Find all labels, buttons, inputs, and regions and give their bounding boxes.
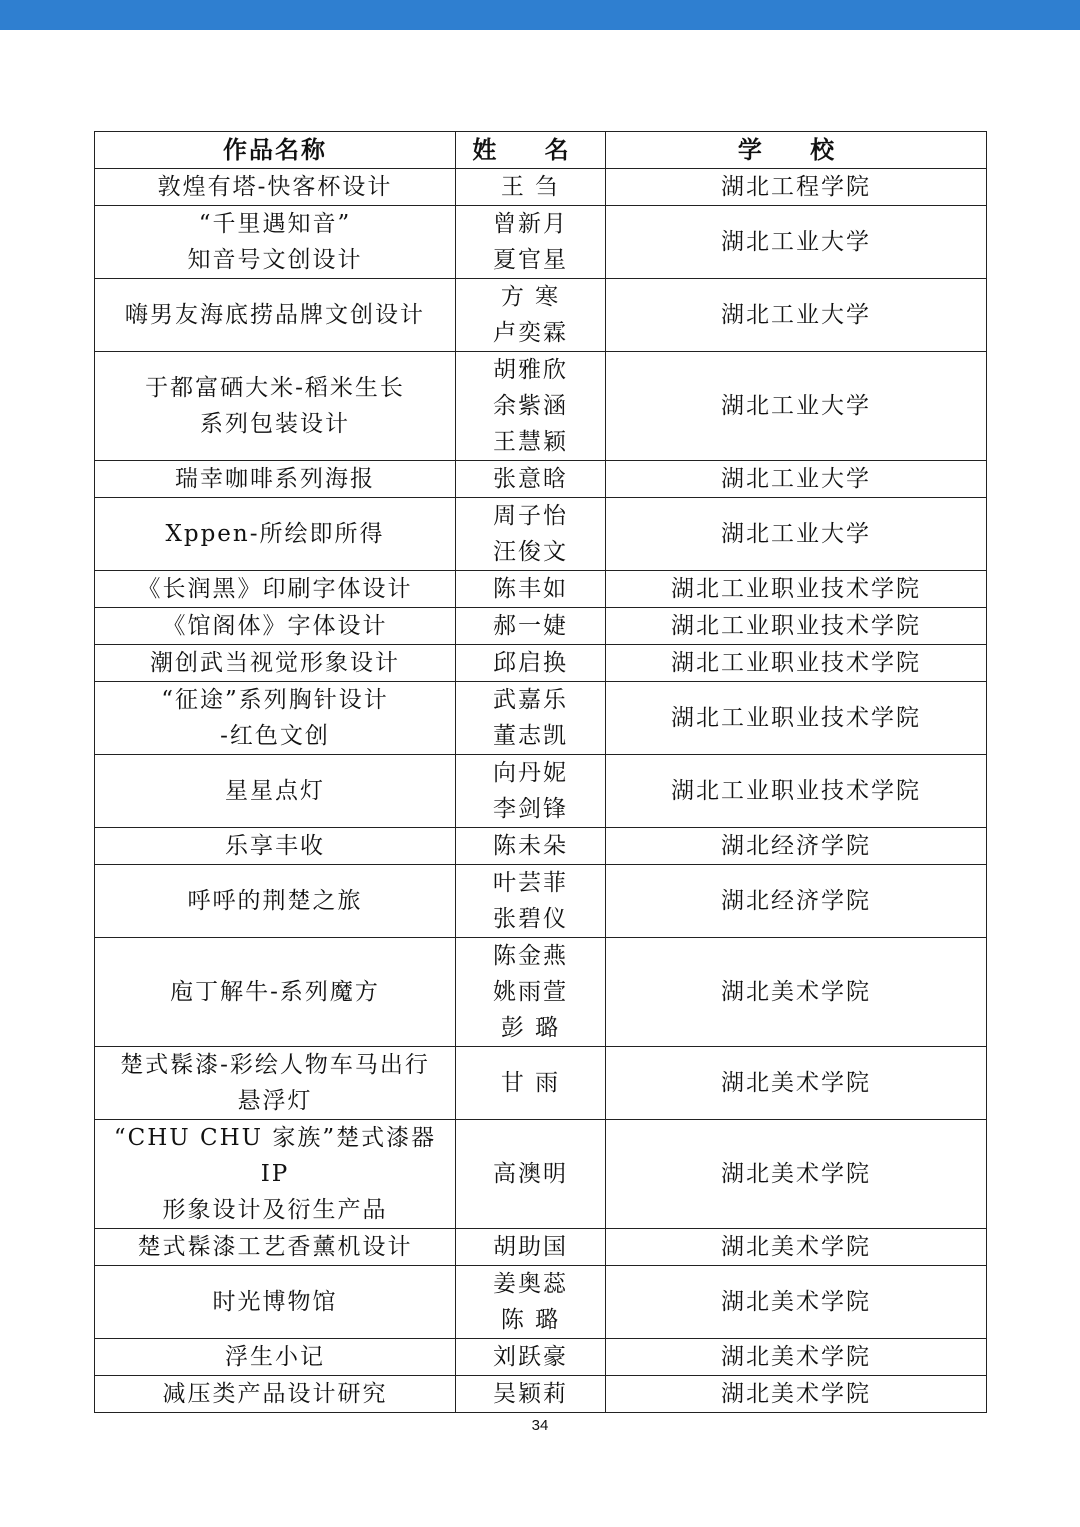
work-title-cell-line: 悬浮灯 — [237, 1088, 313, 1114]
work-title-cell — [95, 571, 456, 608]
school-cell: 湖北美术学院 — [606, 1339, 987, 1376]
student-names-cell — [456, 1120, 606, 1229]
student-names-cell — [456, 645, 606, 682]
student-names-cell — [456, 682, 606, 755]
student-names-cell-line: 陈金燕 — [493, 943, 568, 969]
student-names-cell-line: 方 寒 — [500, 284, 561, 310]
work-title-cell — [95, 755, 456, 828]
school-cell: 湖北工业职业技术学院 — [606, 682, 987, 755]
work-title-cell-line: 减压类产品设计研究 — [162, 1381, 388, 1407]
school-cell: 湖北工业大学 — [606, 352, 987, 461]
school-cell: 湖北工业职业技术学院 — [606, 571, 987, 608]
table-row — [95, 352, 987, 461]
school-cell: 湖北美术学院 — [606, 1376, 987, 1413]
student-names-cell-line: 姜奥蕊 — [493, 1271, 568, 1297]
work-title-cell — [95, 461, 456, 498]
table-row — [95, 828, 987, 865]
student-names-cell-line: 李剑锋 — [493, 796, 568, 822]
table-body — [95, 169, 987, 1413]
work-title-cell — [95, 498, 456, 571]
student-names-cell-line: 胡助国 — [493, 1234, 568, 1260]
work-title-cell — [95, 1229, 456, 1266]
student-names-cell-line: 吴颖莉 — [493, 1381, 568, 1407]
student-names-cell-line: 周子怡 — [493, 503, 568, 529]
student-names-cell-line: 张意晗 — [493, 466, 568, 492]
work-title-cell-line: 楚式髹漆工艺香薰机设计 — [137, 1234, 413, 1260]
table-row — [95, 461, 987, 498]
school-cell: 湖北美术学院 — [606, 1047, 987, 1120]
student-names-cell — [456, 1266, 606, 1339]
student-names-cell — [456, 498, 606, 571]
student-names-cell-line: 陈丰如 — [493, 576, 568, 602]
school-cell: 湖北经济学院 — [606, 865, 987, 938]
student-names-cell — [456, 279, 606, 352]
work-title-cell-line: 形象设计及衍生产品 — [162, 1197, 388, 1223]
student-names-cell — [456, 1339, 606, 1376]
work-title-cell-line: 嗨男友海底捞品牌文创设计 — [125, 302, 425, 328]
student-names-cell — [456, 1047, 606, 1120]
table-row — [95, 1376, 987, 1413]
school-cell: 湖北工程学院 — [606, 169, 987, 206]
work-title-cell — [95, 1266, 456, 1339]
work-title-cell — [95, 352, 456, 461]
school-cell: 湖北经济学院 — [606, 828, 987, 865]
table-row — [95, 608, 987, 645]
student-names-cell-line: 陈未朵 — [493, 833, 568, 859]
table-row — [95, 571, 987, 608]
work-title-cell-line: 浮生小记 — [225, 1344, 325, 1370]
work-title-cell-line: “征途”系列胸针设计 — [161, 687, 389, 713]
student-names-cell-line: 汪俊文 — [493, 539, 568, 565]
work-title-cell-line: “CHU CHU 家族”楚式漆器 IP — [113, 1125, 437, 1187]
work-title-cell-line: 《馆阁体》字体设计 — [162, 613, 388, 639]
student-names-cell — [456, 1229, 606, 1266]
work-title-cell-line: “千里遇知音” — [198, 211, 352, 237]
student-names-cell — [456, 571, 606, 608]
table-row — [95, 1266, 987, 1339]
awards-table — [94, 131, 987, 1413]
table-row — [95, 169, 987, 206]
student-names-cell — [456, 828, 606, 865]
student-names-cell-line: 陈 璐 — [500, 1307, 561, 1333]
table-header-row — [95, 132, 987, 169]
work-title-cell-line: 潮创武当视觉形象设计 — [150, 650, 400, 676]
student-names-cell — [456, 1376, 606, 1413]
work-title-cell-line: 敦煌有塔-快客杯设计 — [157, 174, 393, 200]
student-names-cell-line: 叶芸菲 — [493, 870, 568, 896]
school-cell: 湖北美术学院 — [606, 1229, 987, 1266]
work-title-cell-line: 《长润黑》印刷字体设计 — [137, 576, 413, 602]
table-row — [95, 1229, 987, 1266]
work-title-cell-line: 于都富硒大米-稻米生长 — [145, 375, 405, 401]
work-title-cell — [95, 206, 456, 279]
student-names-cell — [456, 352, 606, 461]
work-title-cell-line: 知音号文创设计 — [187, 247, 363, 273]
school-cell: 湖北工业大学 — [606, 461, 987, 498]
work-title-cell-line: -红色文创 — [220, 723, 330, 749]
table-row — [95, 206, 987, 279]
work-title-cell — [95, 1120, 456, 1229]
table-row — [95, 865, 987, 938]
school-cell: 湖北工业职业技术学院 — [606, 755, 987, 828]
page-number: 34 — [531, 1417, 549, 1434]
student-names-cell-line: 甘 雨 — [500, 1070, 561, 1096]
school-cell: 湖北美术学院 — [606, 1120, 987, 1229]
student-names-cell — [456, 169, 606, 206]
work-title-cell-line: 乐享丰收 — [225, 833, 325, 859]
work-title-cell — [95, 865, 456, 938]
student-names-cell-line: 邱启换 — [493, 650, 568, 676]
student-names-cell — [456, 938, 606, 1047]
student-names-cell-line: 姚雨萱 — [493, 979, 568, 1005]
school-cell: 湖北工业职业技术学院 — [606, 645, 987, 682]
header-name: 姓 名 — [456, 132, 606, 169]
work-title-cell-line: 呼呼的荆楚之旅 — [187, 888, 363, 914]
header-work-title: 作品名称 — [95, 132, 456, 169]
student-names-cell — [456, 755, 606, 828]
school-cell: 湖北工业大学 — [606, 279, 987, 352]
work-title-cell-line: Xppen-所绘即所得 — [165, 521, 385, 547]
student-names-cell-line: 彭 璐 — [500, 1015, 561, 1041]
table-row — [95, 682, 987, 755]
work-title-cell-line: 楚式髹漆-彩绘人物车马出行 — [120, 1052, 430, 1078]
table-row — [95, 1047, 987, 1120]
student-names-cell-line: 卢奕霖 — [493, 320, 568, 346]
table-row — [95, 938, 987, 1047]
work-title-cell-line: 庖丁解牛-系列魔方 — [170, 979, 380, 1005]
student-names-cell-line: 董志凯 — [493, 723, 568, 749]
table-row — [95, 279, 987, 352]
student-names-cell — [456, 608, 606, 645]
student-names-cell — [456, 461, 606, 498]
table-row — [95, 498, 987, 571]
work-title-cell — [95, 828, 456, 865]
work-title-cell — [95, 682, 456, 755]
table-row — [95, 1120, 987, 1229]
table-row — [95, 645, 987, 682]
student-names-cell — [456, 865, 606, 938]
work-title-cell — [95, 169, 456, 206]
student-names-cell-line: 刘跃豪 — [493, 1344, 568, 1370]
table-row — [95, 755, 987, 828]
student-names-cell-line: 夏官星 — [493, 247, 568, 273]
student-names-cell-line: 郝一婕 — [493, 613, 568, 639]
school-cell: 湖北工业大学 — [606, 498, 987, 571]
student-names-cell-line: 武嘉乐 — [493, 687, 568, 713]
school-cell: 湖北美术学院 — [606, 1266, 987, 1339]
work-title-cell — [95, 1047, 456, 1120]
student-names-cell — [456, 206, 606, 279]
student-names-cell-line: 胡雅欣 — [493, 357, 568, 383]
work-title-cell — [95, 279, 456, 352]
work-title-cell-line: 系列包装设计 — [200, 411, 350, 437]
school-cell: 湖北工业大学 — [606, 206, 987, 279]
work-title-cell — [95, 1339, 456, 1376]
work-title-cell — [95, 1376, 456, 1413]
student-names-cell-line: 高澳明 — [493, 1161, 568, 1187]
student-names-cell-line: 余紫涵 — [493, 393, 568, 419]
student-names-cell-line: 王慧颖 — [493, 429, 568, 455]
work-title-cell-line: 时光博物馆 — [212, 1289, 338, 1315]
work-title-cell-line: 星星点灯 — [225, 778, 325, 804]
student-names-cell-line: 向丹妮 — [493, 760, 568, 786]
work-title-cell — [95, 938, 456, 1047]
work-title-cell — [95, 645, 456, 682]
school-cell: 湖北美术学院 — [606, 938, 987, 1047]
table-row — [95, 1339, 987, 1376]
school-cell: 湖北工业职业技术学院 — [606, 608, 987, 645]
header-bar — [0, 0, 1080, 30]
work-title-cell-line: 瑞幸咖啡系列海报 — [175, 466, 375, 492]
work-title-cell — [95, 608, 456, 645]
student-names-cell-line: 张碧仪 — [493, 906, 568, 932]
header-school: 学 校 — [606, 132, 987, 169]
student-names-cell-line: 曾新月 — [493, 211, 568, 237]
student-names-cell-line: 王 刍 — [500, 174, 561, 200]
